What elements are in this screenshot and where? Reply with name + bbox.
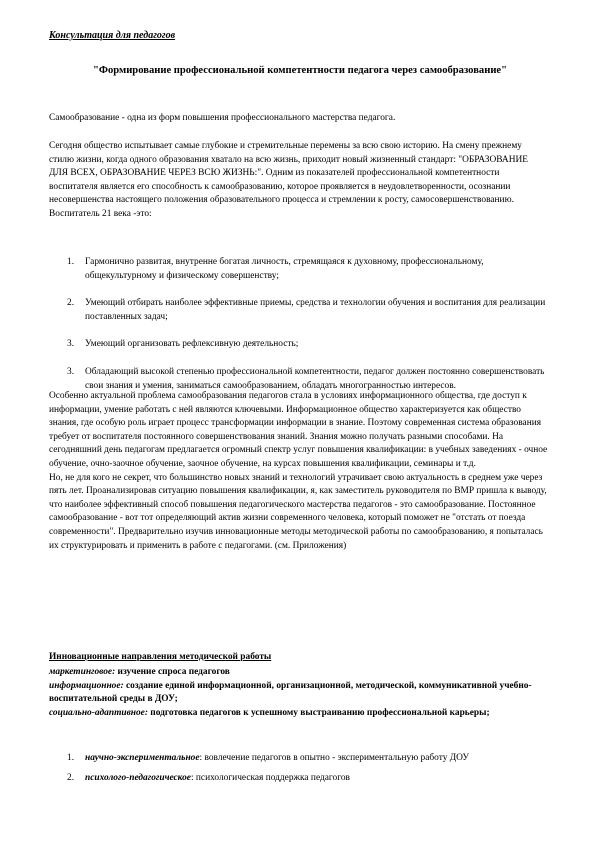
section-title: Инновационные направления методической работы [49,652,272,662]
list-item-number: 3. [67,339,75,350]
list-item-number: 1. [67,753,75,763]
directions-list [49,666,549,720]
list-item [67,297,549,324]
list-item-text: Гармонично развитая, внутренне богатая личность, стремящаяся к духовному, профессиональному, общекультурному и физическому совершенству; [85,257,484,281]
paragraph-1: Сегодня общество испытывает самые глубокие и стремительные перемены за всю свою историю. На смену прежнему стилю жизни, когда одного образования хватало на всю жизнь, приходит новый жизненный стандарт: "ОБРАЗОВАНИЕ ДЛЯ ВСЕХ, ОБРАЗОВАНИЕ ЧЕРЕЗ ВСЮ ЖИЗНЬ:". Одним из показателей профессиональной компетентности воспитателя является его способность к самообразованию, которое проявляется в неудовлетворенности, осознании несовершенства настоящего положения образовательного процесса и стремлении к росту, самосовершенствованию. Воспитатель 21 века -это: [49,141,528,219]
qualities-list [67,256,549,407]
intro-paragraph: Самообразование - одна из форм повышения профессионального мастерства педагога. [49,113,396,123]
list-item-label: психолого-педагогическое [85,772,191,783]
document-heading: Консультация для педагогов [49,30,176,41]
list-item [67,772,549,786]
list-item [67,256,549,283]
list-item-number: 1. [67,257,75,267]
numbered-directions-list [67,752,549,791]
list-item-number: 3. [67,366,75,377]
direction-text: изучение спроса педагогов [115,667,230,677]
list-item-text: Обладающий высокой степенью профессиональной компетентности, педагог должен постоянно совершенствовать свои знания и умения, заниматься самообразованием, обладать многогранностью интересов. [85,366,545,391]
direction-label: информационное: [49,680,124,691]
list-item-number: 2. [67,298,75,309]
paragraph-2: Особенно актуальной проблема самообразования педагогов стала в условиях информационного общества, где доступ к информации, умение работать с ней являются ключевыми. Информационное общество характеризуется как общество знания, где особую роль играет процесс трансформации информации в знание. Поэтому современная система образования требует от воспитателя постоянного совершенствования знаний. Знания можно получать разными способами. На сегодняшний день педагогам предлагается огромный спектр услуг повышения квалификации: в учебных заведениях - очное обучение, очно-заочное обучение, заочное обучение, на курсах повышения квалификации, семинары и т.д. Но, не для кого не секрет, что большинство новых знаний и технологий утрачивает свою актуальность в среднем уже через пять лет. Проанализировав ситуацию повышения квалификации, я, как заместитель руководителя по ВМР пришла к выводу, что наиболее эффективный способ повышения педагогического мастерства педагогов - это самообразование. Постоянное самообразование - вот тот определяющий актив жизни современного человека, который поможет не "отстать от поезда современности". Предварительно изучив инновационные методы методической работы по самообразованию, я попыталась их структурировать и применить в работе с педагогами. (см. Приложения) [49,391,548,551]
direction-item [49,666,549,680]
direction-item [49,680,549,707]
direction-label: маркетинговое: [49,667,116,677]
list-item [67,752,549,766]
direction-item [49,707,549,721]
list-item-text: : вовлечение педагогов в опытно - экспериментальную работу ДОУ [199,753,469,763]
list-item [67,338,549,352]
list-item-text: Умеющий отбирать наиболее эффективные приемы, средства и технологии обучения и воспитания для реализации поставленных задач; [85,298,546,322]
direction-text: создание единой информационной, организационной, методической, коммуникативной учебно-воспитательной среды в ДОУ; [49,680,532,705]
direction-text: подготовка педагогов к успешному выстраиванию профессиональной карьеры; [147,707,490,718]
list-item-label: научно-экспериментальное [85,753,200,763]
list-item-text: Умеющий организовать рефлексивную деятельность; [85,339,299,350]
list-item-number: 2. [67,772,75,783]
direction-label: социально-адаптивное: [49,707,148,718]
document-title: "Формирование профессиональной компетентности педагога через самообразование" [92,65,508,76]
list-item-text: : психологическая поддержка педагогов [190,772,350,783]
